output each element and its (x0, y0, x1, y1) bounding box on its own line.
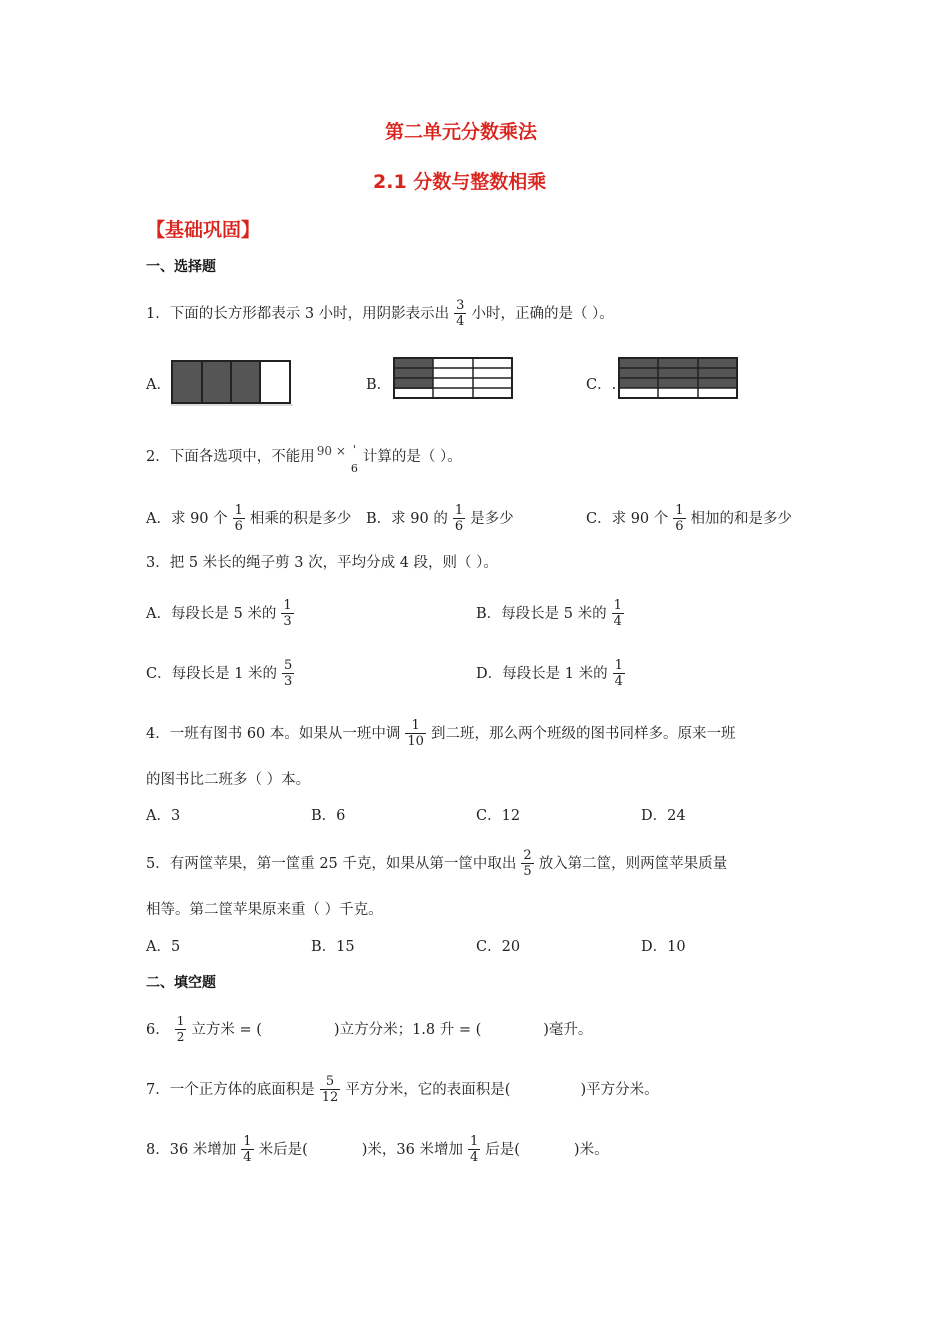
q2-option-c: C．求 90 个 $\frac{1}{6}$ 相加的和是多少 (586, 503, 793, 534)
q3-option-a: A．每段长是 5 米的 $\frac{1}{3}$ (146, 598, 292, 629)
q4-option-c: C．12 (476, 808, 521, 824)
question-5-line2: 相等。第二筐苹果原来重（ ）千克。 (146, 902, 383, 918)
q5-option-d: D．10 (641, 939, 686, 955)
q3-option-b: B．每段长是 5 米的 $\frac{1}{4}$ (476, 598, 622, 629)
lesson-title: 2.1 分数与整数相乘 (373, 171, 547, 193)
question-4: 4．一班有图书 60 本。如果从一班中调 $\frac{1}{10}$ 到二班，那么两个班级的图书同样多。原来一班 (146, 718, 736, 749)
q1-option-c-label: C．. (586, 377, 617, 393)
q1-stem-pre: 1．下面的长方形都表示 3 小时，用阴影表示出 (146, 305, 450, 322)
level-tag: 【基础巩固】 (146, 219, 261, 241)
q2-option-b: B．求 90 的 $\frac{1}{6}$ 是多少 (366, 503, 514, 534)
question-6: 6． $\frac{1}{2}$ 立方米 = ( )立方分米；1.8 升 = ( )毫升。 (146, 1014, 593, 1044)
q1-option-a-figure (171, 360, 293, 406)
q2-stem-pre: 2．下面各选项中，不能用 (146, 449, 315, 465)
question-1 (146, 298, 614, 329)
q1-fraction: $\frac{3}{4}$ (456, 298, 465, 329)
q2-expression: 90 × (316, 444, 346, 458)
question-8: 8．36 米增加 $\frac{1}{4}$ 米后是( )米，36 米增加 $\frac{1}{4}$ 后是( )米。 (146, 1134, 609, 1165)
unit-title: 第二单元分数乘法 (385, 121, 538, 143)
q1-option-c-figure (618, 357, 740, 401)
q5-option-a: A．5 (146, 939, 181, 955)
q2-stem-post: 计算的是（ ）。 (362, 449, 462, 465)
q4-option-b: B．6 (311, 808, 346, 824)
q5-option-b: B．15 (311, 939, 355, 955)
q5-option-c: C．20 (476, 939, 521, 955)
q2-expression-fraction: ' 6 (350, 443, 358, 475)
question-5: 5．有两筐苹果，第一筐重 25 千克，如果从第一筐中取出 $\frac{2}{5}$ 放入第二筐，则两筐苹果质量 (146, 848, 728, 879)
q4-option-d: D．24 (641, 808, 686, 824)
question-2 (146, 442, 462, 475)
question-4-line2: 的图书比二班多（ ）本。 (146, 772, 311, 788)
q1-option-a-label: A． (146, 377, 171, 393)
q3-option-c: C．每段长是 1 米的 $\frac{5}{3}$ (146, 658, 293, 689)
question-3: 3．把 5 米长的绳子剪 3 次，平均分成 4 段，则（ ）。 (146, 555, 498, 571)
question-7: 7．一个正方体的底面积是 $\frac{5}{12}$ 平方分米，它的表面积是( )平方分米。 (146, 1074, 659, 1105)
q4-option-a: A．3 (146, 808, 181, 824)
q1-stem-post: 小时，正确的是（ ）。 (471, 305, 614, 322)
section-choice: 一、选择题 (146, 259, 216, 275)
section-fill: 二、填空题 (146, 975, 216, 991)
q3-option-d: D．每段长是 1 米的 $\frac{1}{4}$ (476, 658, 623, 689)
q1-option-b-label: B． (366, 377, 392, 393)
q2-option-a: A．求 90 个 $\frac{1}{6}$ 相乘的积是多少 (146, 503, 352, 534)
q1-option-b-figure (393, 357, 515, 401)
